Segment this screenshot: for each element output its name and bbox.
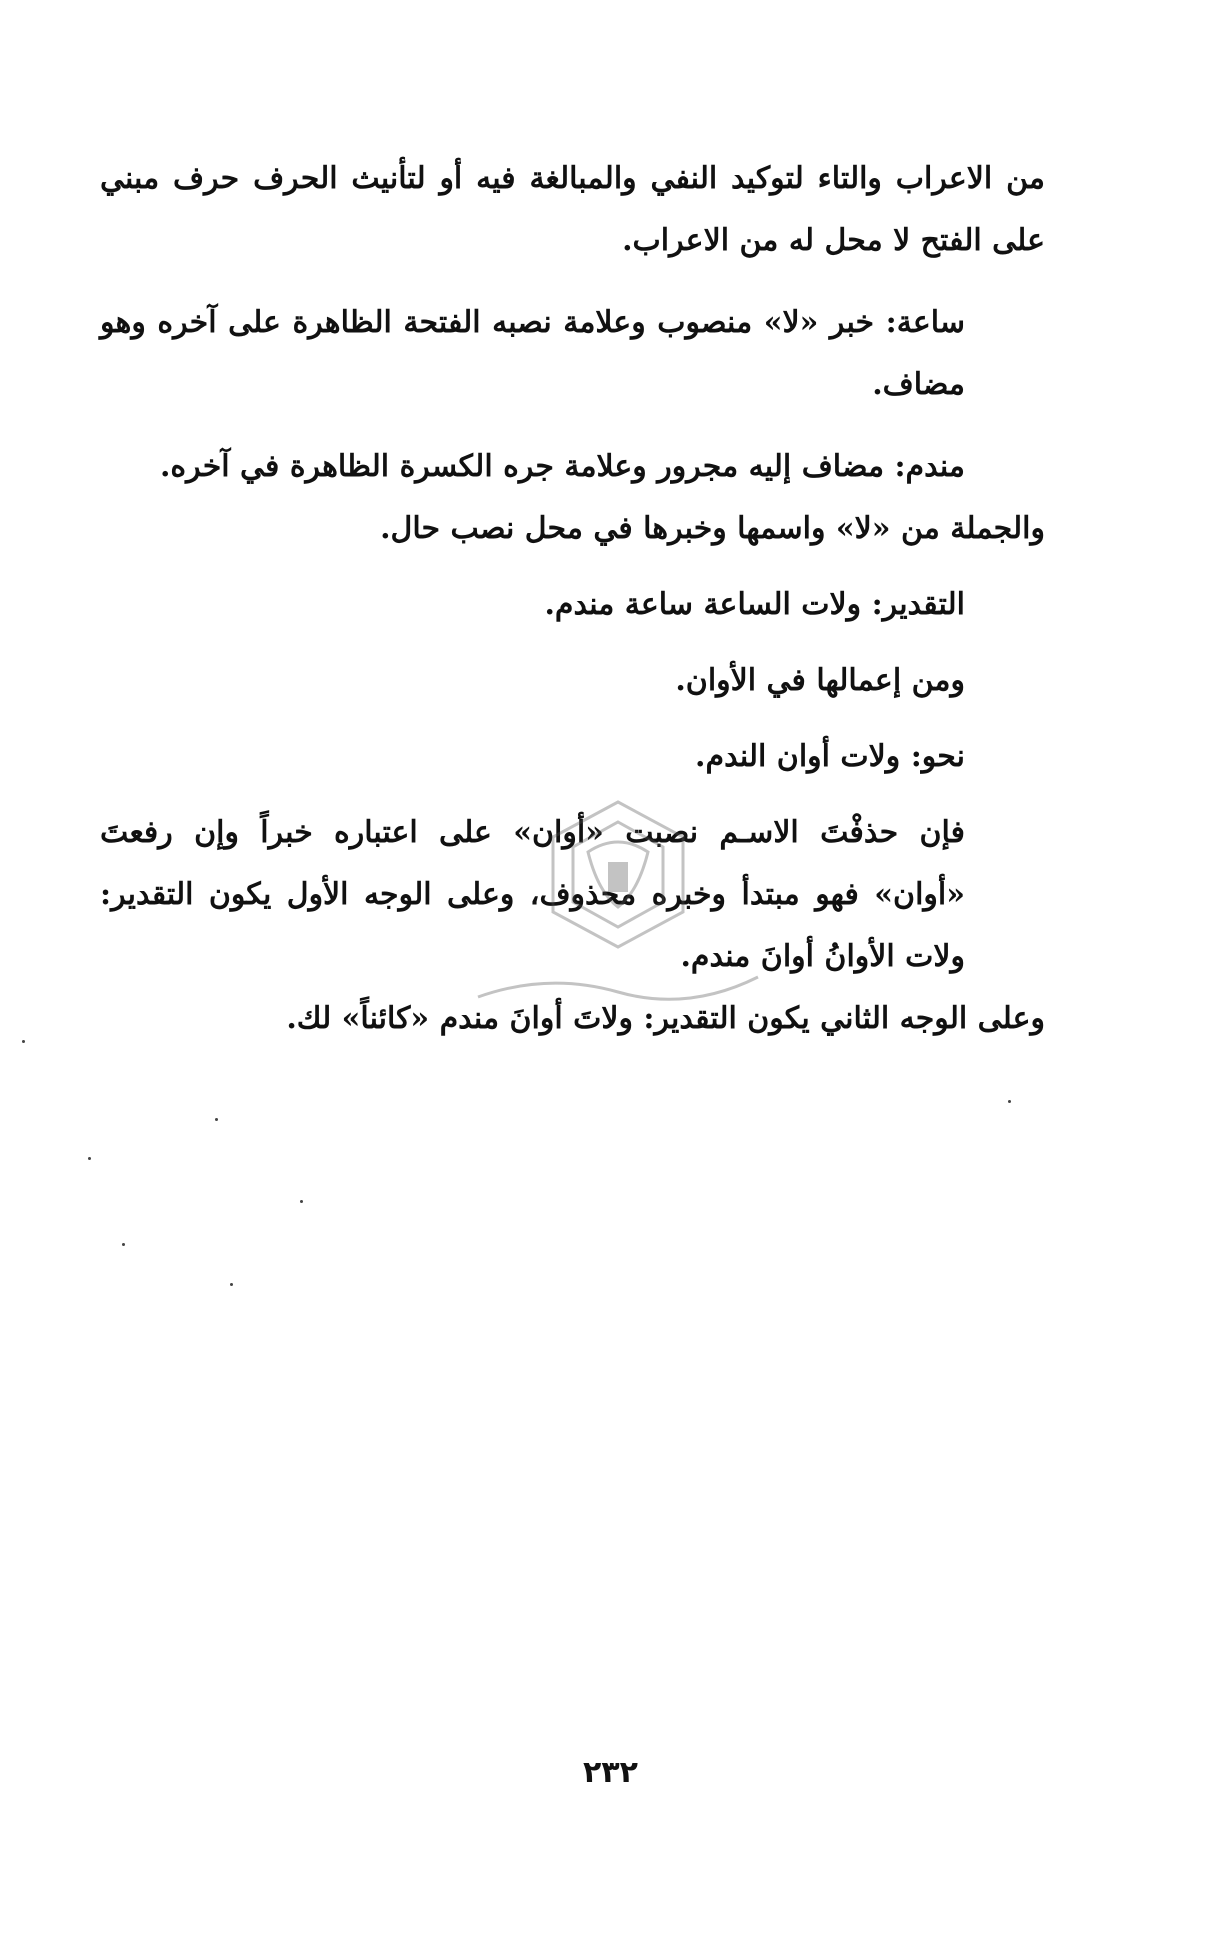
paragraph-5: التقدير: ولات الساعة ساعة مندم. (544, 587, 965, 622)
paragraph-6: ومن إعمالها في الأوان. (675, 663, 965, 698)
paragraph-9: وعلى الوجه الثاني يكون التقدير: ولاتَ أوانَ مندم «كائناً» لك. (286, 1001, 1045, 1036)
paragraph-3: مندم: مضاف إليه مجرور وعلامة جره الكسرة الظاهرة في آخره. (159, 449, 965, 484)
scan-speck (1008, 1100, 1011, 1103)
paragraph-2: ساعة: خبر «لا» منصوب وعلامة نصبه الفتحة الظاهرة على آخره وهو مضاف. (100, 305, 965, 402)
page-number: ٢٣٢ (583, 1755, 638, 1790)
paragraph-7: نحو: ولات أوان الندم. (695, 739, 965, 774)
scan-speck (215, 1118, 218, 1121)
scan-speck (300, 1200, 303, 1203)
paragraph-8: فإن حذفْتَ الاسـم نصبت «أوان» على اعتباره خبراً وإن رفعتَ «أوان» فهو مبتدأ وخبره محذوف، وعلى الوجه الأول يكون التقدير: ولات الأوانُ أوانَ مندم. (100, 815, 965, 974)
scan-speck (22, 1040, 25, 1043)
scan-speck (230, 1283, 233, 1286)
paragraph-1: من الاعراب والتاء لتوكيد النفي والمبالغة فيه أو لتأنيث الحرف حرف مبني على الفتح لا محل له من الاعراب. (100, 161, 1045, 258)
paragraph-4: والجملة من «لا» واسمها وخبرها في محل نصب حال. (380, 511, 1045, 546)
scan-speck (88, 1157, 91, 1160)
scan-speck (122, 1243, 125, 1246)
watermark-logo-icon (468, 792, 768, 1052)
